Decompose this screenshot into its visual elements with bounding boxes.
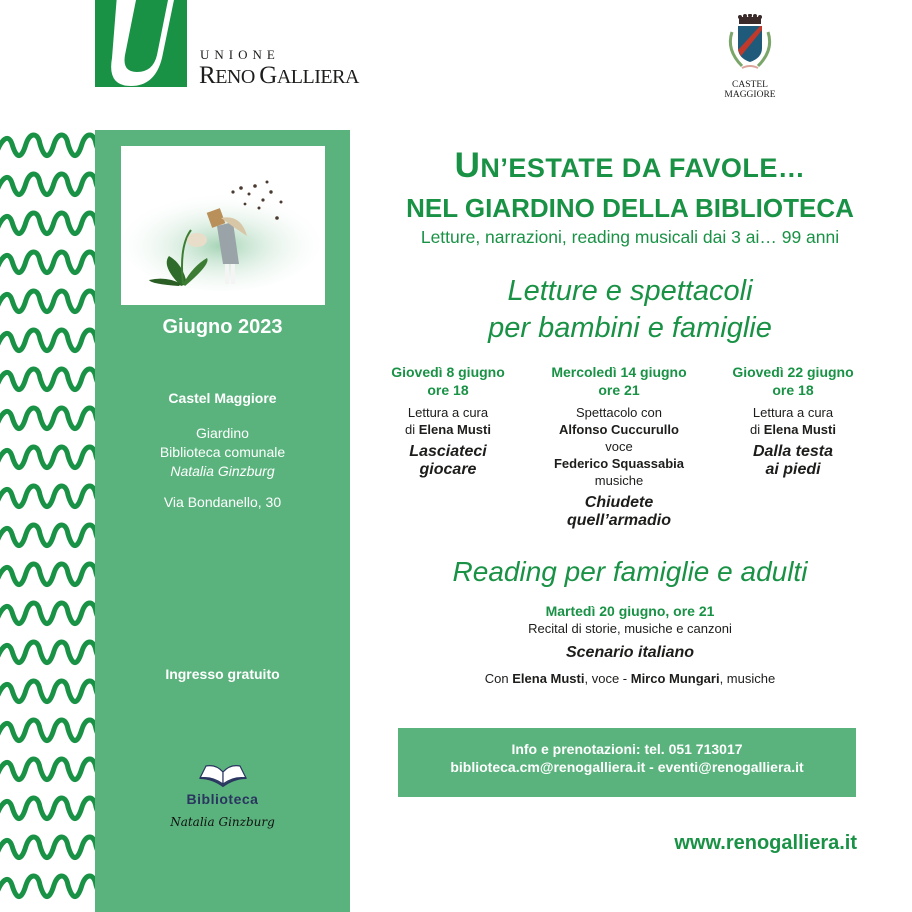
event-title [363, 443, 533, 479]
girl-reading-flower-illustration-icon [121, 146, 325, 305]
event-title-line: Chiudete [584, 494, 654, 511]
event-description [708, 404, 878, 438]
logo-letters: ENO [215, 66, 260, 88]
section-heading-children [370, 273, 890, 347]
event-city: Castel Maggiore [168, 390, 277, 406]
logo-reno-galliera-text [199, 62, 359, 90]
info-emails: biblioteca.cm@renogalliera.it - eventi@renogalliera.it [450, 759, 804, 775]
venue-line: Biblioteca comunale [159, 444, 286, 460]
event-desc-line: Lettura a cura [407, 405, 489, 420]
info-phone: Info e prenotazioni: tel. 051 713017 [511, 741, 743, 757]
event-description [534, 404, 704, 489]
event-person: Federico Squassabia [553, 456, 685, 471]
u-logo-icon [95, 0, 187, 87]
venue-line: Giardino [196, 425, 249, 441]
website-link[interactable]: www.renogalliera.it [674, 832, 857, 854]
event-title: Scenario italiano [565, 644, 695, 661]
event-date: Mercoledì 14 giugno [551, 364, 687, 380]
title-letter: U [454, 146, 481, 185]
title-letter: N [480, 153, 501, 183]
credit-text: , musiche [719, 671, 776, 686]
title-rest: ’ESTATE DA FAVOLE… [500, 153, 806, 183]
event-desc-prefix: di [750, 422, 764, 437]
castel-maggiore-crest-icon [720, 14, 780, 78]
credit-text: , voce - [584, 671, 631, 686]
open-book-icon [198, 762, 248, 790]
event-title-line: Dalla testa [752, 443, 834, 460]
event-date: Giovedì 8 giugno [391, 364, 505, 380]
event-title-line: Lasciateci [409, 443, 487, 460]
event-month: Giugno 2023 [162, 316, 283, 338]
union-logo-mark [95, 0, 187, 87]
main-title-line2: NEL GIARDINO DELLA BIBLIOTECA [406, 193, 854, 223]
event-person: Alfonso Cuccurullo [559, 422, 679, 437]
event-title-line: giocare [419, 461, 477, 478]
event-address: Via Bondanello, 30 [163, 494, 282, 510]
event-title [708, 443, 878, 479]
event-description [363, 404, 533, 438]
municipality-name [705, 80, 795, 100]
logo-letters: ALLIERA [276, 66, 359, 88]
hero-illustration [121, 146, 325, 305]
event-desc-line: Spettacolo con [575, 405, 662, 420]
credit-text: Con [484, 671, 513, 686]
venue-line: Natalia Ginzburg [170, 463, 275, 479]
event-person: Elena Musti [763, 422, 836, 437]
section-heading-adults: Reading per famiglie e adulti [452, 556, 808, 587]
logo-letter: R [199, 62, 216, 89]
event-card [363, 363, 533, 479]
decorative-wave-pattern [0, 130, 95, 912]
section-heading-line: per bambini e famiglie [488, 312, 772, 344]
info-contact-box [398, 728, 856, 797]
event-venue [95, 424, 350, 481]
municipality-line: CASTEL [732, 80, 768, 90]
event-credits [370, 671, 890, 686]
free-entry-label: Ingresso gratuito [165, 666, 280, 682]
event-title-line: ai piedi [765, 461, 821, 478]
event-date: Giovedì 22 giugno [732, 364, 854, 380]
logo-letter: G [259, 62, 277, 89]
event-time: ore 18 [772, 382, 814, 398]
municipality-line: MAGGIORE [724, 90, 776, 100]
event-date: Martedì 20 giugno, ore 21 [545, 603, 715, 619]
section-heading-line: Letture e spettacoli [507, 275, 753, 307]
event-card [708, 363, 878, 479]
event-role: voce [605, 439, 633, 454]
event-desc-line: Lettura a cura [752, 405, 834, 420]
main-subtitle: Letture, narrazioni, reading musicali dai 3 ai… 99 anni [420, 227, 840, 247]
main-title [370, 146, 890, 186]
event-person: Elena Musti [418, 422, 491, 437]
event-role: musiche [594, 473, 644, 488]
event-time: ore 21 [598, 382, 640, 398]
event-description: Recital di storie, musiche e canzoni [528, 621, 732, 636]
library-logo-name: Biblioteca [186, 791, 259, 807]
library-logo-signature: Natalia Ginzburg [170, 815, 275, 829]
event-person: Mirco Mungari [630, 671, 720, 686]
event-card [534, 363, 704, 530]
event-desc-prefix: di [405, 422, 419, 437]
event-person: Elena Musti [512, 671, 585, 686]
event-time: ore 18 [427, 382, 469, 398]
logo-unione-text: UNIONE [200, 47, 280, 62]
event-title [534, 494, 704, 530]
event-title-line: quell’armadio [566, 512, 672, 529]
